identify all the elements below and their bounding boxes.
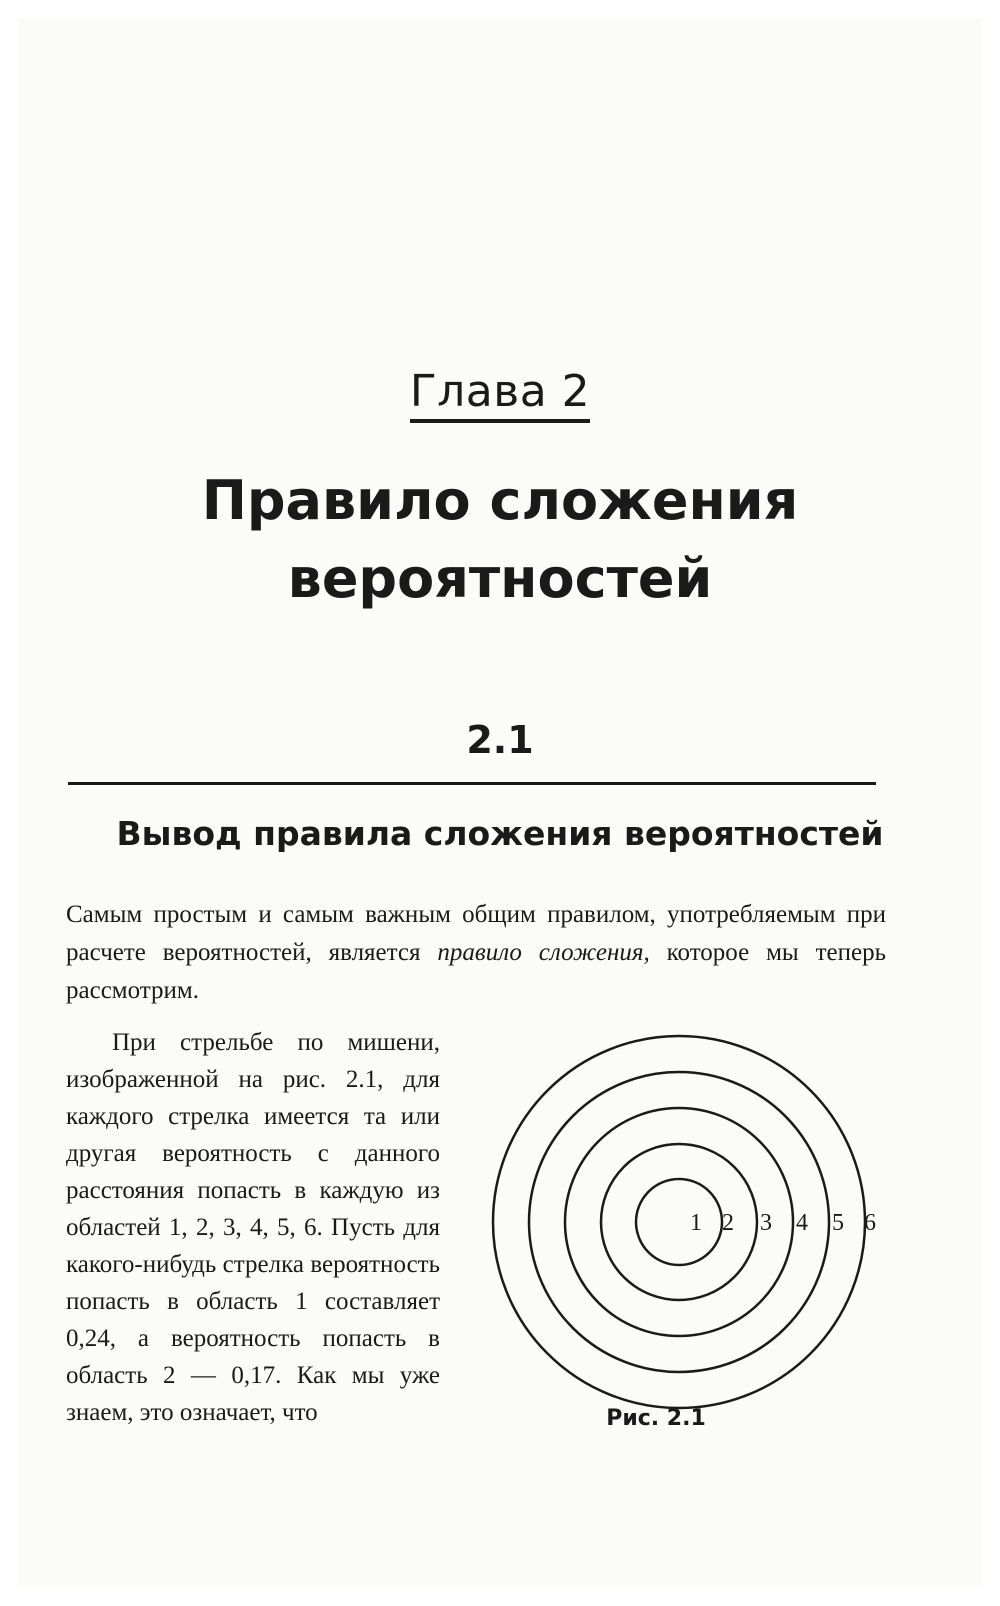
region-label-4: 4 bbox=[796, 1210, 808, 1236]
chapter-title bbox=[18, 462, 982, 618]
target-ring-4 bbox=[565, 1108, 793, 1336]
intro-emphasis: правило сложения, bbox=[437, 939, 650, 966]
target-ring-2 bbox=[636, 1179, 722, 1265]
region-label-6: 6 bbox=[864, 1210, 876, 1236]
region-label-2: 2 bbox=[722, 1210, 734, 1236]
book-page bbox=[18, 18, 982, 1588]
region-label-5: 5 bbox=[832, 1210, 844, 1236]
intro-text-start: Самым простым и самым важным общим правилом, употребляемым при расчете вероятностей, является bbox=[66, 901, 886, 966]
chapter-label bbox=[18, 366, 982, 423]
body-paragraph: При стрельбе по мишени, изображенной на рис. 2.1, для каждого стрелка имеется та или другая вероятность с данного расстояния попасть в каждую из областей 1, 2, 3, 4, 5, 6. Пусть для какого-нибудь стрелка вероятность попасть в область 1 составляет 0,24, а вероятность попасть в область 2 — 0,17. Как мы уже знаем, это означает, что bbox=[66, 1029, 440, 1426]
target-ring-6 bbox=[493, 1036, 865, 1408]
section-divider bbox=[68, 782, 876, 785]
region-label-1: 1 bbox=[690, 1210, 702, 1236]
target-diagram bbox=[470, 1018, 890, 1418]
section-title: Вывод правила сложения вероятностей bbox=[116, 814, 884, 853]
chapter-title-line-2: вероятностей bbox=[287, 547, 713, 610]
intro-text-end: которое мы теперь рассмотрим. bbox=[66, 939, 886, 1004]
figure-caption: Рис. 2.1 bbox=[606, 1406, 706, 1431]
target-ring-5 bbox=[529, 1072, 829, 1372]
target-figure bbox=[470, 1018, 890, 1458]
intro-paragraph bbox=[66, 896, 886, 1010]
region-label-3: 3 bbox=[760, 1210, 772, 1236]
chapter-title-line-1: Правило сложения bbox=[201, 469, 799, 532]
section-number: 2.1 bbox=[466, 718, 534, 762]
chapter-label-text: Глава 2 bbox=[410, 366, 590, 423]
